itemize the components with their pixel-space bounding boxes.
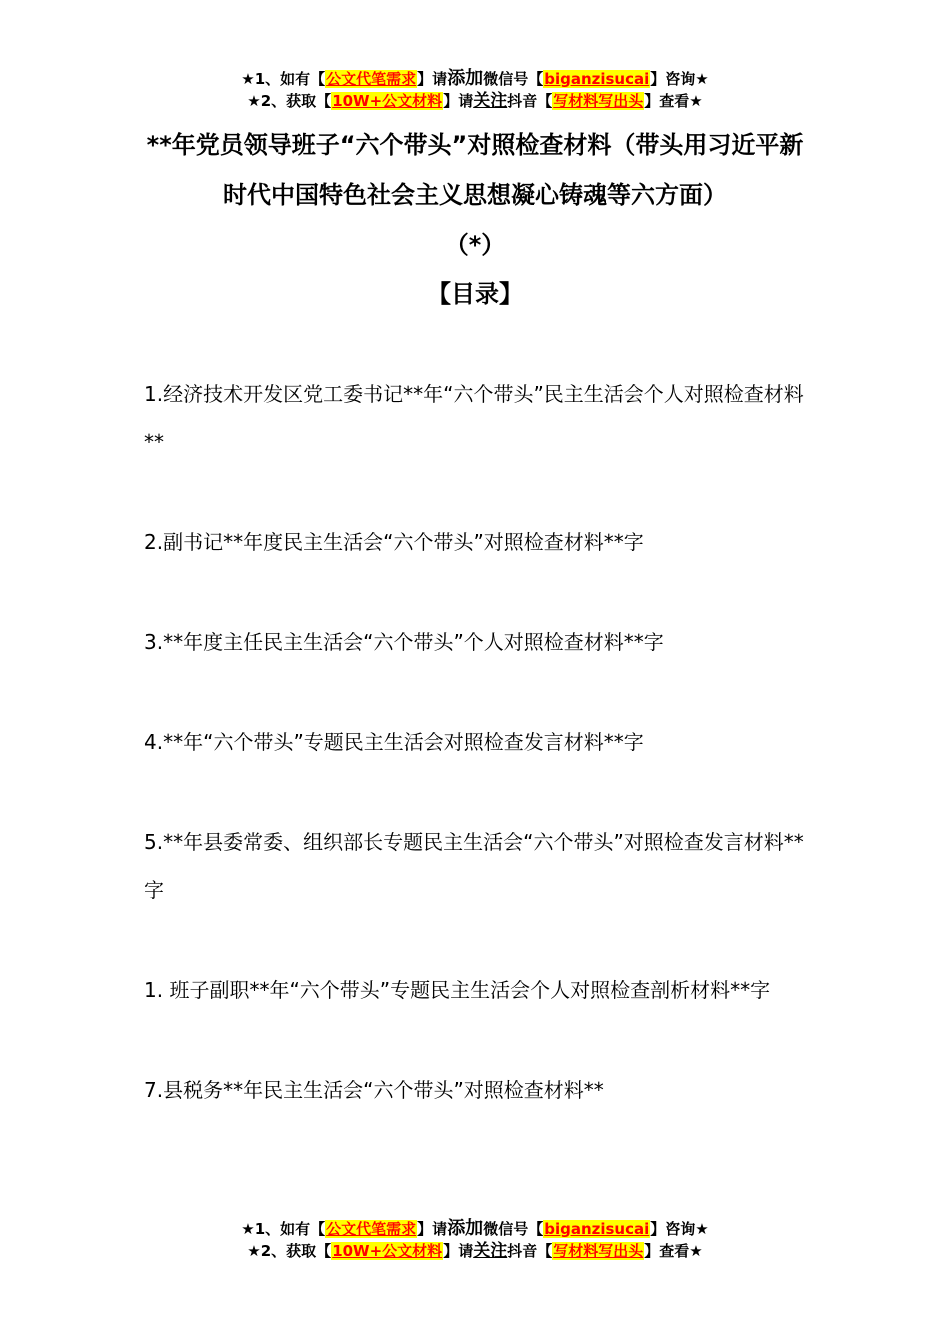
toc-item: 4.**年“六个带头”专题民主生活会对照检查发言材料**字 <box>144 730 644 754</box>
title-sub: （*） <box>444 231 506 259</box>
header-ad-banner <box>0 68 950 112</box>
toc-item: 2.副书记**年度民主生活会“六个带头”对照检查材料**字 <box>144 530 644 554</box>
highlight-douyin: 写材料写出头 <box>553 92 644 110</box>
highlight-wechat-id: biganzisucai <box>544 1220 650 1238</box>
highlight-materials: 10W+公文材料 <box>332 1242 443 1260</box>
ad-line-2: ★2、获取【10W+公文材料】请关注抖音【写材料写出头】查看★ <box>247 1241 703 1261</box>
ad-line-2: ★2、获取【10W+公文材料】请关注抖音【写材料写出头】查看★ <box>247 91 703 111</box>
table-of-contents <box>144 370 814 1114</box>
highlight-wechat-id: biganzisucai <box>544 70 650 88</box>
highlight-douyin: 写材料写出头 <box>553 1242 644 1260</box>
highlight-service: 公文代笔需求 <box>326 1220 417 1238</box>
document-title <box>140 120 810 270</box>
toc-item: 7.县税务**年民主生活会“六个带头”对照检查材料** <box>144 1078 604 1102</box>
footer-ad-banner <box>0 1218 950 1262</box>
title-main: **年党员领导班子“六个带头”对照检查材料（带头用习近平新时代中国特色社会主义思想凝心铸魂等六方面） <box>146 131 804 209</box>
toc-item: 5.**年县委常委、组织部长专题民主生活会“六个带头”对照检查发言材料**字 <box>144 830 804 902</box>
toc-item: 1.经济技术开发区党工委书记**年“六个带头”民主生活会个人对照检查材料** <box>144 382 804 454</box>
toc-heading: 【目录】 <box>427 280 523 308</box>
ad-line-1: ★1、如有【公文代笔需求】请添加微信号【biganzisucai】咨询★ <box>241 1218 709 1239</box>
highlight-service: 公文代笔需求 <box>326 70 417 88</box>
toc-item: 1. 班子副职**年“六个带头”专题民主生活会个人对照检查剖析材料**字 <box>144 978 771 1002</box>
highlight-materials: 10W+公文材料 <box>332 92 443 110</box>
toc-item: 3.**年度主任民主生活会“六个带头”个人对照检查材料**字 <box>144 630 664 654</box>
ad-line-1: ★1、如有【公文代笔需求】请添加微信号【biganzisucai】咨询★ <box>241 68 709 89</box>
